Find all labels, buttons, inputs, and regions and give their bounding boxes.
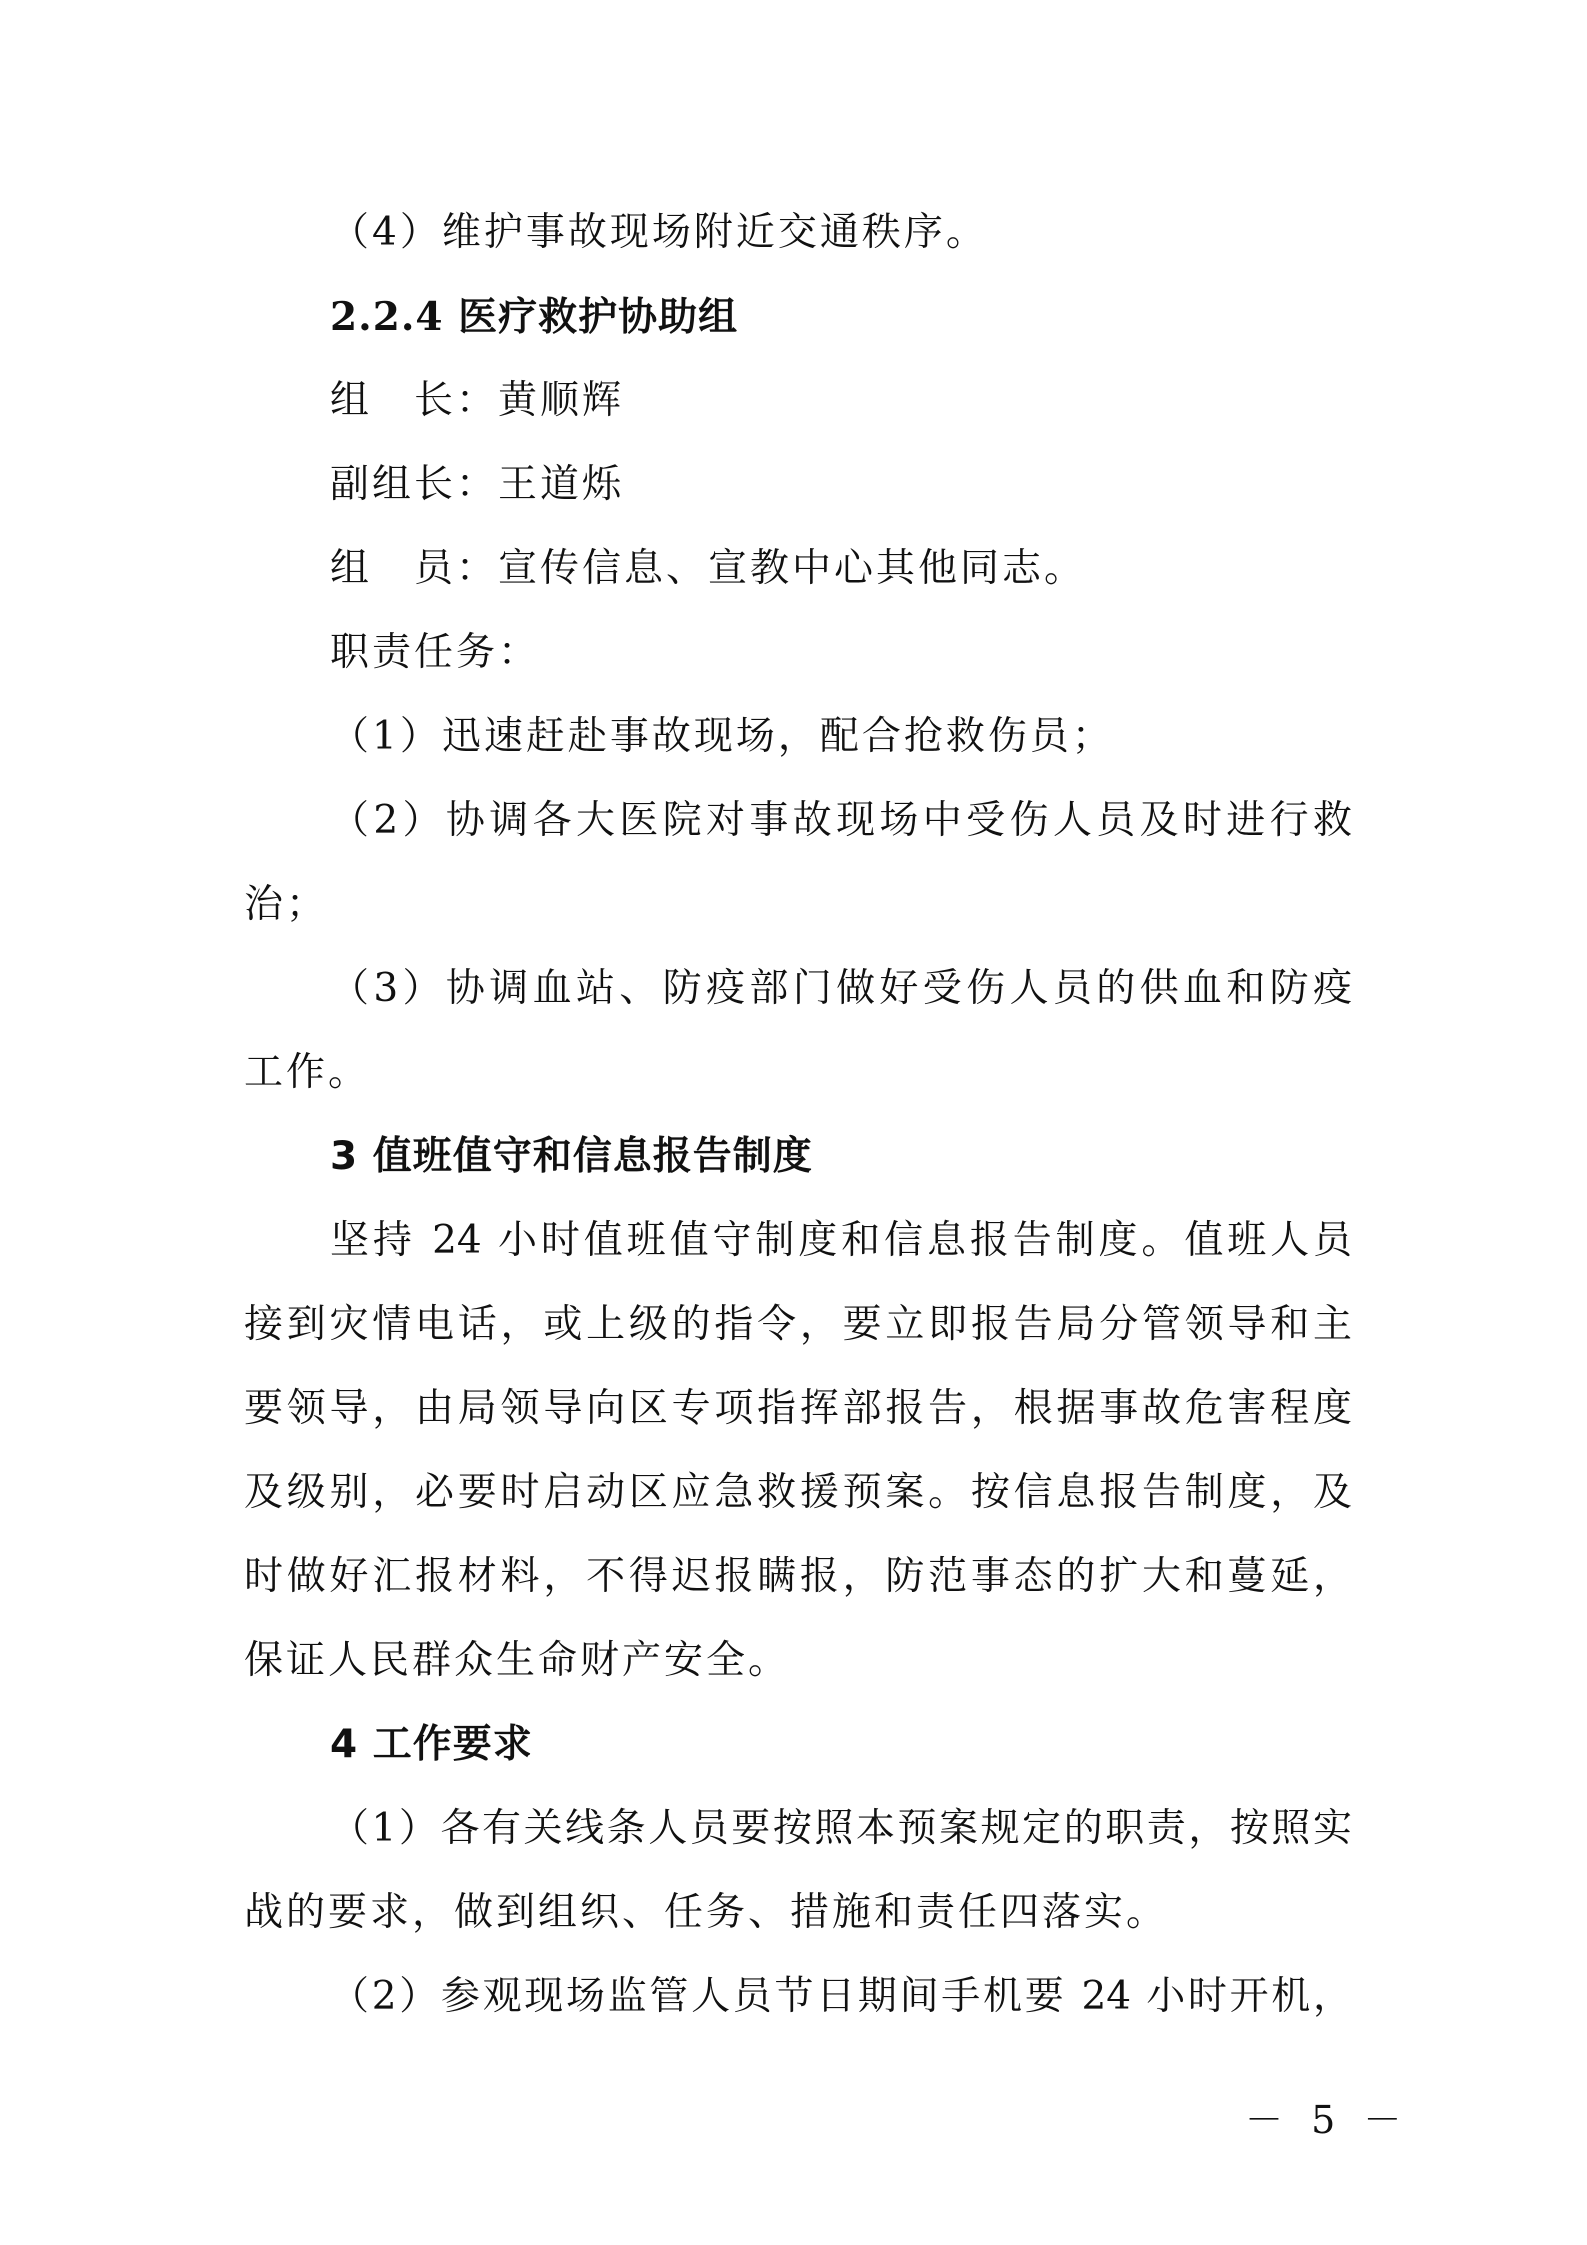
text-line: 坚持 24 小时值班值守制度和信息报告制度。值班人员	[330, 1218, 1352, 1263]
text-line: 时做好汇报材料，不得迟报瞒报，防范事态的扩大和蔓延，	[244, 1554, 1352, 1599]
text-line: （2）参观现场监管人员节日期间手机要 24 小时开机，	[330, 1974, 1352, 2019]
text-line: 及级别，必要时启动区应急救援预案。按信息报告制度，及	[244, 1470, 1352, 1515]
text-line: （2）协调各大医院对事故现场中受伤人员及时进行救	[330, 798, 1352, 843]
text-line: 战的要求，做到组织、任务、措施和责任四落实。	[244, 1890, 1169, 1935]
text-line: （1）迅速赶赴事故现场，配合抢救伤员；	[330, 714, 1114, 759]
section-heading: 4 工作要求	[330, 1722, 533, 1767]
text-line: （3）协调血站、防疫部门做好受伤人员的供血和防疫	[330, 966, 1352, 1011]
text-line: 组 员：宣传信息、宣教中心其他同志。	[330, 546, 1087, 591]
text-line: （4）维护事故现场附近交通秩序。	[330, 210, 988, 255]
text-line: 要领导，由局领导向区专项指挥部报告，根据事故危害程度	[244, 1386, 1352, 1431]
text-line: 接到灾情电话，或上级的指令，要立即报告局分管领导和主	[244, 1302, 1352, 1347]
text-line: 保证人民群众生命财产安全。	[244, 1638, 791, 1683]
text-line: 工作。	[244, 1050, 371, 1095]
text-line: 副组长：王道烁	[330, 462, 625, 507]
section-heading: 3 值班值守和信息报告制度	[330, 1134, 813, 1179]
text-line: 组 长：黄顺辉	[330, 378, 625, 423]
text-line: 治；	[244, 882, 329, 927]
page-number: － 5 －	[1245, 2098, 1410, 2142]
text-line: 职责任务：	[330, 630, 541, 675]
section-heading: 2.2.4 医疗救护协助组	[330, 294, 739, 340]
text-line: （1）各有关线条人员要按照本预案规定的职责，按照实	[330, 1806, 1352, 1851]
